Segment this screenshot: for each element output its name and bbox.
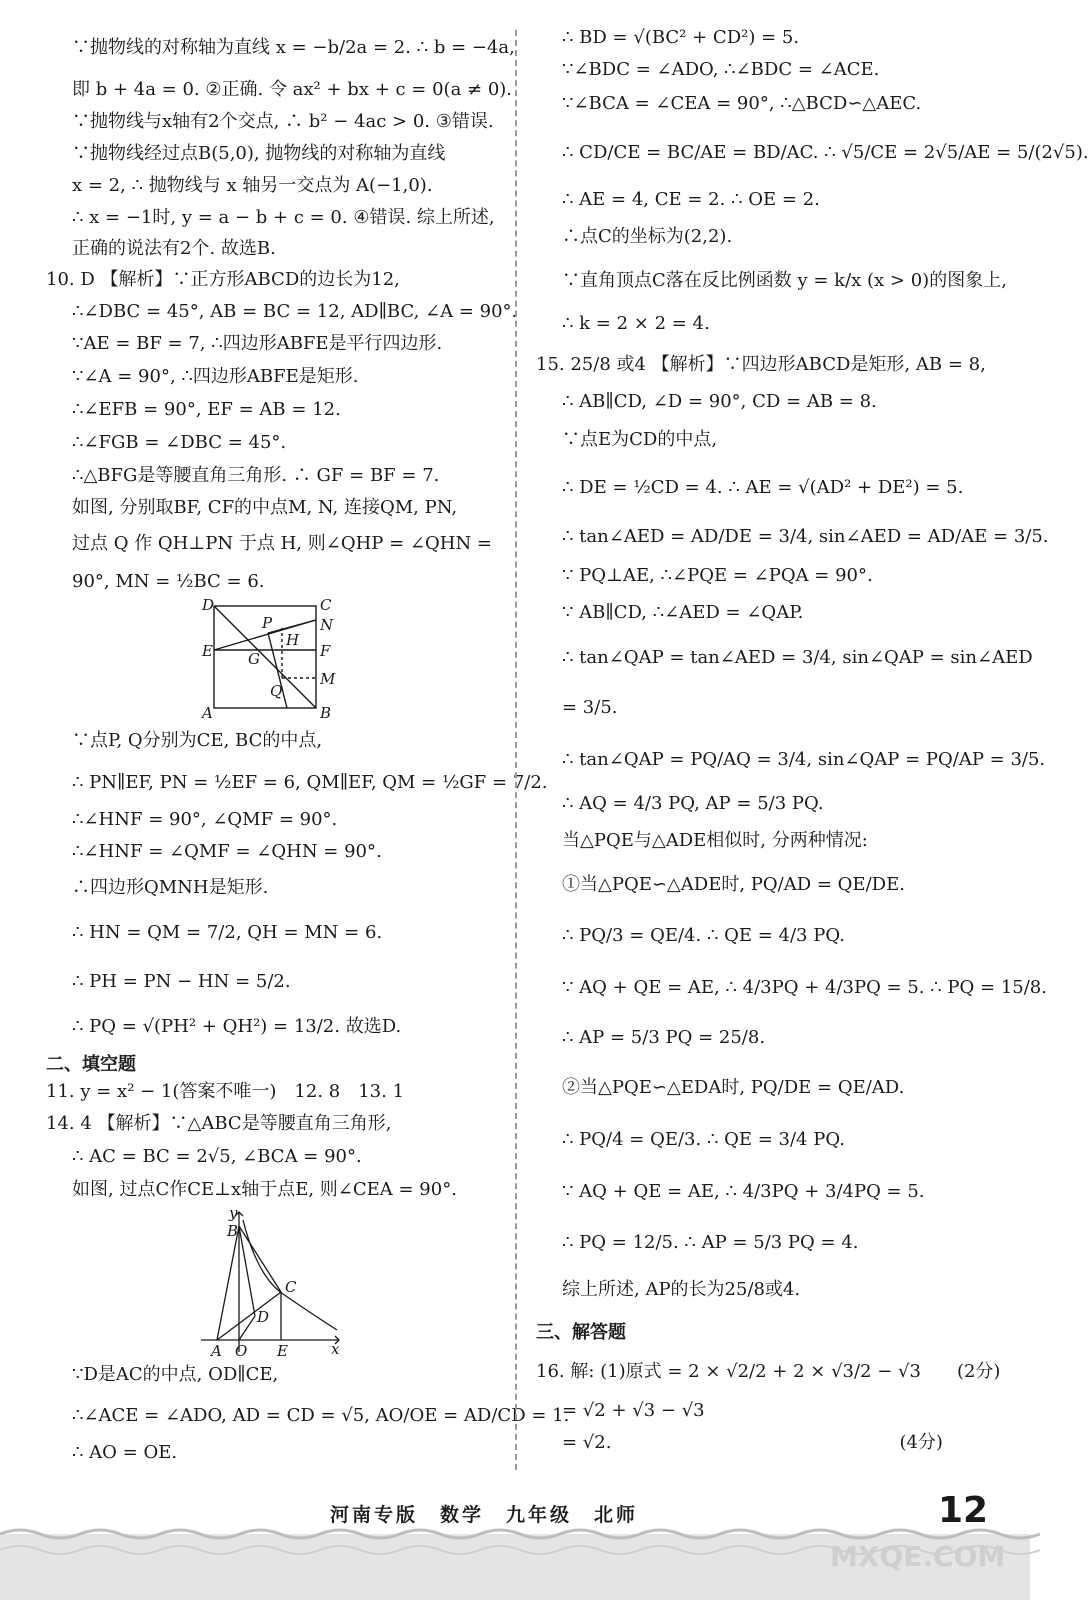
- right-lines-line: ②当△PQE∽△EDA时, PQ/DE = QE/AD.: [562, 1077, 905, 1098]
- right-lines-2-line: 16. 解: (1)原式 = 2 × √2/2 + 2 × √3/2 − √3 (2分): [536, 1361, 1001, 1382]
- right-lines-line: ∴ AP = 5/3 PQ = 25/8.: [562, 1027, 766, 1048]
- left-lines-line: 正确的说法有2个. 故选B.: [72, 238, 276, 259]
- fig2-label-c: C: [285, 1278, 297, 1296]
- right-lines-line: 15. 25/8 或4 【解析】∵四边形ABCD是矩形, AB = 8,: [536, 354, 986, 375]
- left-lines-line: x = 2, ∴ 抛物线与 x 轴另一交点为 A(−1,0).: [72, 175, 433, 196]
- left-lines-4-line: ∴ AO = OE.: [72, 1442, 178, 1463]
- right-lines-line: 当△PQE与△ADE相似时, 分两种情况:: [562, 830, 868, 851]
- left-lines-4-line: ∴∠ACE = ∠ADO, AD = CD = √5, AO/OE = AD/CD = 1.: [72, 1405, 570, 1426]
- left-lines-2-line: ∴ PN∥EF, PN = ½EF = 6, QM∥EF, QM = ½GF = 7/2.: [72, 772, 548, 793]
- right-lines-line: ∴ AE = 4, CE = 2. ∴ OE = 2.: [562, 189, 820, 210]
- fig2-label-d: D: [257, 1308, 270, 1326]
- fig1-label-e: E: [202, 642, 213, 660]
- answer-11-13: 11. y = x² − 1(答案不唯一) 12. 8 13. 1: [46, 1081, 405, 1102]
- right-lines-line: ∴ CD/CE = BC/AE = BD/AC. ∴ √5/CE = 2√5/AE = 5/(2√5).: [562, 142, 1089, 163]
- right-lines-line: ∵直角顶点C落在反比例函数 y = k/x (x > 0)的图象上,: [562, 270, 1007, 291]
- right-lines-line: ∵ PQ⊥AE, ∴∠PQE = ∠PQA = 90°.: [562, 565, 873, 586]
- right-lines-line: ①当△PQE∽△ADE时, PQ/AD = QE/DE.: [562, 874, 905, 895]
- left-lines-2-line: ∴四边形QMNH是矩形.: [72, 877, 269, 898]
- fig1-label-g: G: [248, 650, 260, 668]
- right-lines-2-line: = √2 + √3 − √3: [562, 1400, 705, 1421]
- fig1-label-h: H: [286, 631, 300, 649]
- left-lines-line: ∴∠EFB = 90°, EF = AB = 12.: [72, 399, 341, 420]
- fig2-label-a: A: [211, 1342, 222, 1360]
- column-divider: [515, 30, 517, 1470]
- right-lines-line: ∴ AQ = 4/3 PQ, AP = 5/3 PQ.: [562, 793, 824, 814]
- left-lines-line: 如图, 分别取BF, CF的中点M, N, 连接QM, PN,: [72, 497, 458, 518]
- right-lines-line: ∵ AQ + QE = AE, ∴ 4/3PQ + 3/4PQ = 5.: [562, 1181, 925, 1202]
- right-lines-line: ∴点C的坐标为(2,2).: [562, 226, 733, 247]
- right-lines-line: ∴ k = 2 × 2 = 4.: [562, 313, 710, 334]
- fig2-label-y: y: [229, 1204, 238, 1222]
- left-lines-line: ∵∠A = 90°, ∴四边形ABFE是矩形.: [72, 366, 359, 387]
- right-lines-line: ∴ PQ/4 = QE/3. ∴ QE = 3/4 PQ.: [562, 1129, 845, 1150]
- left-lines-line: 10. D 【解析】∵正方形ABCD的边长为12,: [46, 269, 400, 290]
- left-lines-2-line: ∴ HN = QM = 7/2, QH = MN = 6.: [72, 922, 383, 943]
- right-lines-line: ∵ AQ + QE = AE, ∴ 4/3PQ + 4/3PQ = 5. ∴ PQ = 15/8.: [562, 977, 1047, 998]
- segment-od: [239, 1316, 255, 1340]
- left-lines-line: ∵抛物线的对称轴为直线 x = −b/2a = 2. ∴ b = −4a,: [72, 37, 515, 58]
- fig1-label-d: D: [202, 596, 215, 614]
- right-lines-line: ∵点E为CD的中点,: [562, 429, 718, 450]
- left-lines-2-line: ∵点P, Q分别为CE, BC的中点,: [72, 730, 323, 751]
- fig1-label-q: Q: [270, 682, 283, 700]
- right-lines-line: ∵∠BDC = ∠ADO, ∴∠BDC = ∠ACE.: [562, 59, 880, 80]
- right-lines-line: ∴ DE = ½CD = 4. ∴ AE = √(AD² + DE²) = 5.: [562, 477, 964, 498]
- fig1-label-b: B: [320, 704, 332, 722]
- fig1-label-f: F: [320, 642, 331, 660]
- right-lines-line: ∴ PQ = 12/5. ∴ AP = 5/3 PQ = 4.: [562, 1232, 859, 1253]
- right-lines-line: 综上所述, AP的长为25/8或4.: [562, 1279, 801, 1300]
- left-lines-line: ∵抛物线经过点B(5,0), 抛物线的对称轴为直线: [72, 143, 446, 164]
- left-lines-2-line: ∴∠HNF = ∠QMF = ∠QHN = 90°.: [72, 841, 382, 862]
- left-lines-2-line: ∴ PH = PN − HN = 5/2.: [72, 971, 291, 992]
- left-lines-line: 即 b + 4a = 0. ②正确. 令 ax² + bx + c = 0(a ≠ 0).: [72, 79, 513, 100]
- right-solution-block-2: [536, 1350, 1006, 1458]
- left-lines-line: ∴△BFG是等腰直角三角形. ∴ GF = BF = 7.: [72, 465, 440, 486]
- left-lines-4-line: ∵D是AC的中点, OD∥CE,: [72, 1364, 279, 1385]
- right-solution-block-1: [536, 22, 1089, 1312]
- left-lines-line: 90°, MN = ½BC = 6.: [72, 571, 265, 592]
- left-solution-block-3: [46, 1108, 498, 1206]
- left-lines-line: ∵抛物线与x轴有2个交点, ∴ b² − 4ac > 0. ③错误.: [72, 111, 494, 132]
- right-lines-line: ∴ AB∥CD, ∠D = 90°, CD = AB = 8.: [562, 391, 877, 412]
- right-lines-line: ∴ BD = √(BC² + CD²) = 5.: [562, 27, 800, 48]
- left-lines-2-line: ∴∠HNF = 90°, ∠QMF = 90°.: [72, 809, 338, 830]
- page-number: 12: [938, 1490, 989, 1531]
- fig1-label-n: N: [320, 616, 334, 634]
- right-lines-line: ∴ PQ/3 = QE/4. ∴ QE = 4/3 PQ.: [562, 925, 845, 946]
- left-lines-3-line: 如图, 过点C作CE⊥x轴于点E, 则∠CEA = 90°.: [72, 1179, 457, 1200]
- fig1-label-a: A: [202, 704, 213, 722]
- watermark: MXQE.COM: [830, 1540, 1006, 1573]
- fig2-label-b: B: [227, 1222, 239, 1240]
- left-lines-line: ∴∠DBC = 45°, AB = BC = 12, AD∥BC, ∠A = 90°.: [72, 301, 518, 322]
- fig1-label-c: C: [320, 596, 332, 614]
- fig1-label-p: P: [262, 614, 273, 632]
- left-solution-block-4: [46, 1356, 570, 1468]
- right-lines-line: ∴ tan∠QAP = PQ/AQ = 3/4, sin∠QAP = PQ/AP = 3/5.: [562, 749, 1046, 770]
- left-lines-line: ∴∠FGB = ∠DBC = 45°.: [72, 432, 287, 453]
- left-lines-line: 过点 Q 作 QH⊥PN 于点 H, 则∠QHP = ∠QHN =: [72, 533, 493, 554]
- left-lines-line: ∴ x = −1时, y = a − b + c = 0. ④错误. 综上所述,: [72, 207, 495, 228]
- footer-edition-label: 河南专版 数学 九年级 北师: [330, 1504, 639, 1526]
- square-abcd-figure: [202, 596, 342, 722]
- right-lines-line: ∵∠BCA = ∠CEA = 90°, ∴△BCD∽△AEC.: [562, 93, 922, 114]
- right-lines-line: = 3/5.: [562, 697, 618, 718]
- left-lines-line: ∵AE = BF = 7, ∴四边形ABFE是平行四边形.: [72, 333, 443, 354]
- left-solution-block-2: [46, 720, 548, 1048]
- left-solution-block-1: [46, 22, 518, 600]
- right-column: [536, 22, 1089, 1458]
- fig2-label-e: E: [277, 1342, 288, 1360]
- coordinate-figure: [197, 1204, 347, 1360]
- left-column: [46, 22, 570, 1468]
- right-lines-line: ∴ tan∠QAP = tan∠AED = 3/4, sin∠QAP = sin∠AED: [562, 647, 1033, 668]
- fig1-label-m: M: [320, 670, 336, 688]
- right-lines-2-line: = √2. (4分): [562, 1432, 943, 1453]
- right-lines-line: ∵ AB∥CD, ∴∠AED = ∠QAP.: [562, 602, 804, 623]
- section-fill-in-blank: 二、填空题: [46, 1054, 136, 1075]
- fig2-label-o: O: [235, 1342, 248, 1360]
- section-answer-questions: 三、解答题: [536, 1322, 626, 1343]
- right-lines-line: ∴ tan∠AED = AD/DE = 3/4, sin∠AED = AD/AE = 3/5.: [562, 526, 1049, 547]
- left-lines-3-line: 14. 4 【解析】∵△ABC是等腰直角三角形,: [46, 1113, 392, 1134]
- left-lines-2-line: ∴ PQ = √(PH² + QH²) = 13/2. 故选D.: [72, 1016, 402, 1037]
- left-lines-3-line: ∴ AC = BC = 2√5, ∠BCA = 90°.: [72, 1146, 362, 1167]
- fig2-label-x: x: [331, 1340, 340, 1358]
